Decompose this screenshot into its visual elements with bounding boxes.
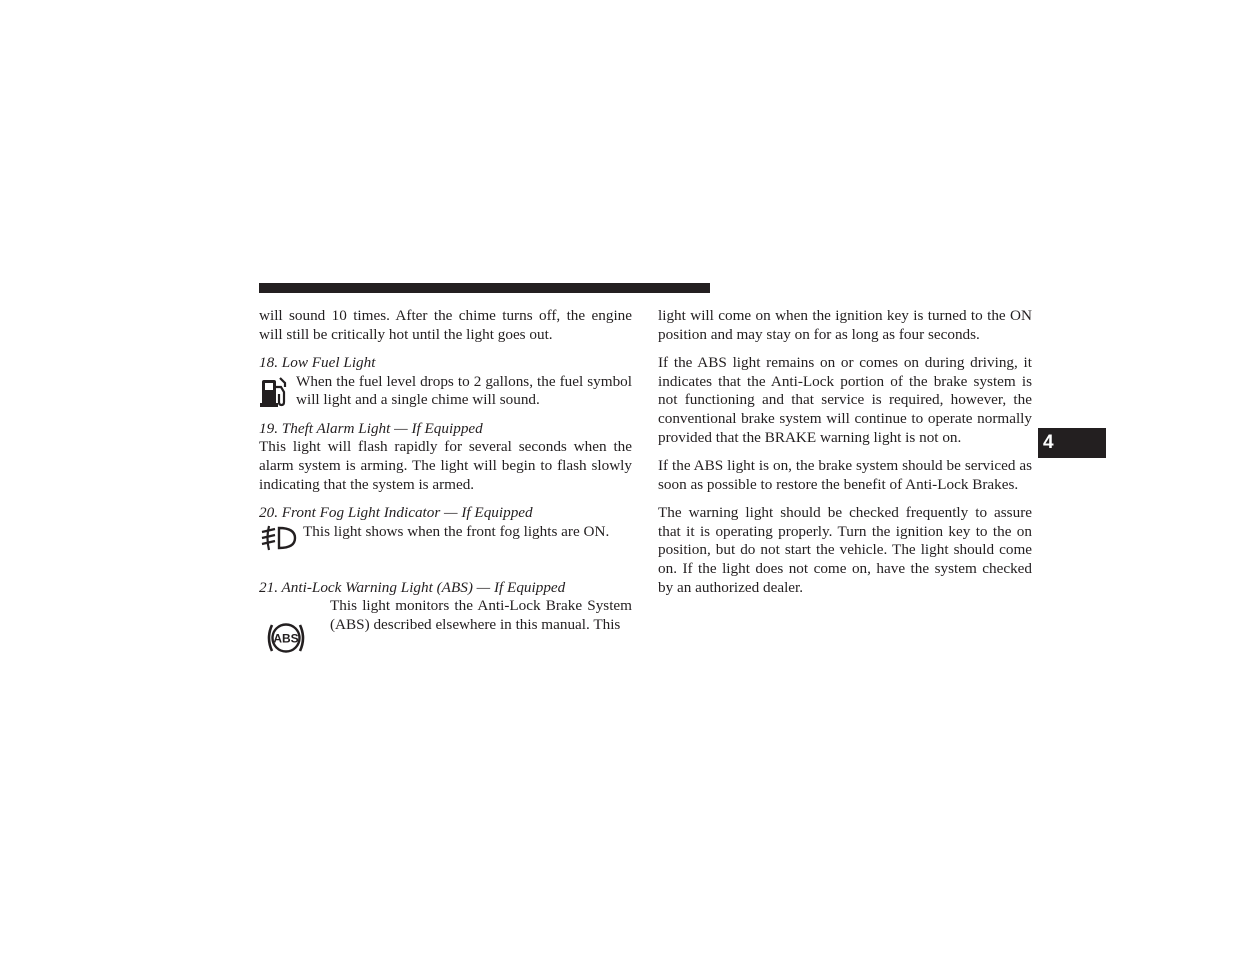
abs-paragraph-service: If the ABS light is on, the brake system should be serviced as soon as possible to restore the benefit of Anti-Lock Brakes. bbox=[658, 456, 1032, 493]
heading-theft-alarm-light: 19. Theft Alarm Light — If Equipped bbox=[259, 419, 483, 437]
front-fog-light-icon bbox=[259, 524, 297, 552]
abs-icon-label: ABS bbox=[273, 631, 299, 646]
chapter-tab bbox=[1038, 428, 1106, 458]
right-column bbox=[658, 307, 1032, 597]
anti-lock-warning-light-row bbox=[259, 597, 632, 657]
front-fog-light-row bbox=[259, 523, 632, 552]
fuel-pump-icon bbox=[259, 375, 289, 409]
heading-front-fog-light: 20. Front Fog Light Indicator — If Equipped bbox=[259, 503, 533, 521]
theft-alarm-light-description: This light will flash rapidly for several seconds when the alarm system is arming. The light will begin to flash slowly indicating that the system is armed. bbox=[259, 438, 632, 493]
left-column bbox=[259, 307, 632, 657]
abs-paragraph-continued: light will come on when the ignition key is turned to the ON position and may stay on for as long as four seconds. bbox=[658, 307, 1032, 343]
chapter-number: 4 bbox=[1043, 432, 1054, 453]
abs-paragraph-check: The warning light should be checked frequently to assure that it is operating properly. Turn the ignition key to the on position, but do not start the vehicle. The light should come on. If the light does not come on, have the system checked by an authorized dealer. bbox=[658, 503, 1032, 596]
front-fog-light-description: This light shows when the front fog lights are ON. bbox=[303, 522, 610, 540]
abs-warning-icon bbox=[265, 619, 307, 657]
section-top-rule bbox=[259, 283, 710, 293]
continued-paragraph: will sound 10 times. After the chime turns off, the engine will still be critically hot until the light goes out. bbox=[259, 307, 632, 343]
abs-paragraph-driving: If the ABS light remains on or comes on during driving, it indicates that the Anti-Lock portion of the brake system is not functioning and that service is required, however, the conventional brake system will continue to operate normally provided that the BRAKE warning light is not on. bbox=[658, 353, 1032, 446]
heading-anti-lock-warning-light: 21. Anti-Lock Warning Light (ABS) — If Equipped bbox=[259, 578, 566, 596]
low-fuel-light-description: When the fuel level drops to 2 gallons, the fuel symbol will light and a single chime will sound. bbox=[296, 372, 632, 409]
heading-low-fuel-light: 18. Low Fuel Light bbox=[259, 353, 376, 371]
anti-lock-warning-light-description: This light monitors the Anti-Lock Brake System (ABS) described elsewhere in this manual. This bbox=[330, 597, 632, 633]
low-fuel-light-row bbox=[259, 373, 632, 410]
